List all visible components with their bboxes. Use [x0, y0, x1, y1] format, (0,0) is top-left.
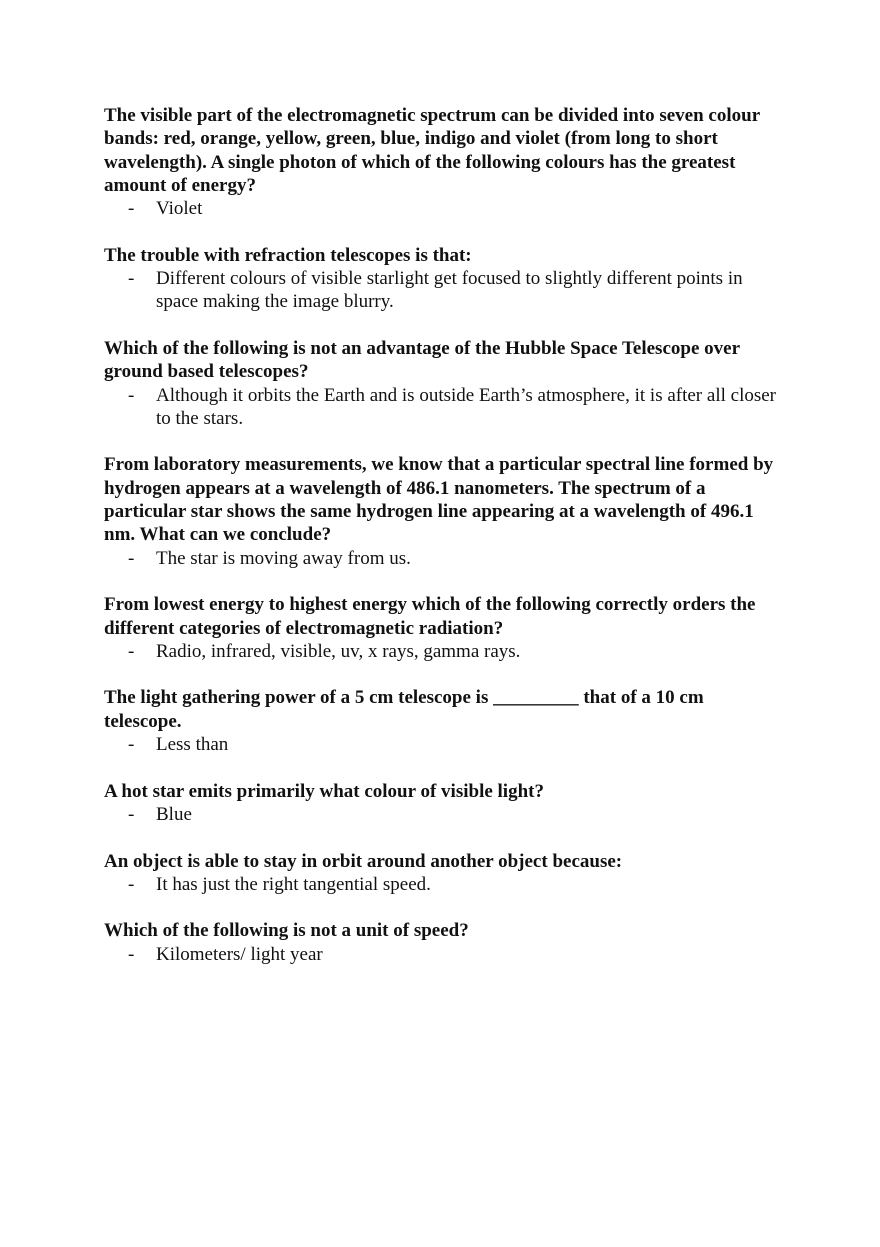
answer	[104, 873, 784, 896]
answer	[104, 197, 784, 220]
bullet-dash: -	[128, 640, 135, 662]
question-text: An object is able to stay in orbit around another object because:	[104, 850, 623, 872]
question-text: The light gathering power of a 5 cm telescope is _________ that of a 10 cm telescope.	[104, 687, 704, 732]
question-text: From laboratory measurements, we know that a particular spectral line formed by hydrogen appears at a wavelength of 486.1 nanometers. The spectrum of a particular star shows the same hydrogen line appearing at a wavelength of 496.1 nm. What can we conclude?	[104, 454, 774, 546]
answer-text: Different colours of visible starlight get focused to slightly different points in space making the image blurry.	[156, 268, 743, 313]
answer-text: Kilometers/ light year	[156, 943, 323, 965]
answer-text: Although it orbits the Earth and is outside Earth’s atmosphere, it is after all closer to the stars.	[156, 384, 776, 429]
question-text: Which of the following is not an advantage of the Hubble Space Telescope over ground based telescopes?	[104, 337, 740, 383]
question-block	[104, 780, 784, 827]
question-text: A hot star emits primarily what colour of visible light?	[104, 780, 544, 802]
document-page	[104, 104, 784, 989]
answer	[104, 803, 784, 826]
bullet-dash: -	[128, 268, 135, 290]
answer	[104, 267, 784, 314]
answer	[104, 384, 784, 431]
question-block	[104, 244, 784, 314]
question-block	[104, 104, 784, 220]
question-block	[104, 453, 784, 569]
bullet-dash: -	[128, 734, 135, 756]
bullet-dash: -	[128, 803, 135, 825]
question-text: Which of the following is not a unit of speed?	[104, 920, 469, 942]
answer	[104, 943, 784, 966]
question-block	[104, 593, 784, 663]
answer-text: The star is moving away from us.	[156, 547, 411, 569]
bullet-dash: -	[128, 384, 135, 406]
question-block	[104, 850, 784, 897]
question-text: From lowest energy to highest energy which of the following correctly orders the different categories of electromagnetic radiation?	[104, 594, 756, 639]
answer	[104, 547, 784, 570]
bullet-dash: -	[128, 547, 135, 569]
answer-text: Radio, infrared, visible, uv, x rays, gamma rays.	[156, 640, 521, 662]
answer	[104, 733, 784, 756]
question-block	[104, 919, 784, 966]
question-text: The visible part of the electromagnetic spectrum can be divided into seven colour bands: red, orange, yellow, green, blue, indigo and violet (from long to short wavelength). A single photon of which of the following colours has the greatest amount of energy?	[104, 105, 760, 196]
answer-text: Less than	[156, 734, 229, 756]
question-block	[104, 686, 784, 756]
answer-text: Violet	[156, 198, 203, 220]
answer-text: Blue	[156, 803, 192, 825]
bullet-dash: -	[128, 873, 135, 895]
bullet-dash: -	[128, 198, 135, 220]
answer-text: It has just the right tangential speed.	[156, 873, 431, 895]
answer	[104, 640, 784, 663]
bullet-dash: -	[128, 943, 135, 965]
question-block	[104, 337, 784, 430]
question-text: The trouble with refraction telescopes is that:	[104, 244, 472, 266]
